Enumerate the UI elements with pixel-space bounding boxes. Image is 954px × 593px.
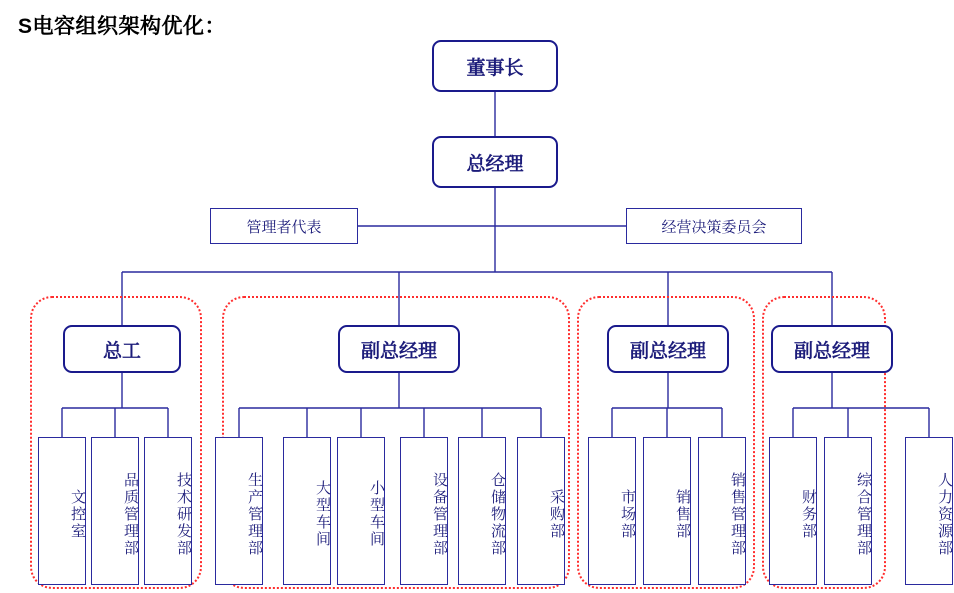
node-department[interactable]: 市场部 xyxy=(588,437,636,585)
node-general-manager[interactable]: 总经理 xyxy=(432,136,558,188)
page-title: S电容组织架构优化： xyxy=(18,15,227,38)
node-department[interactable]: 品质管理部 xyxy=(91,437,139,585)
node-department[interactable]: 小型车间 xyxy=(337,437,385,585)
node-decision-committee[interactable]: 经营决策委员会 xyxy=(626,208,802,244)
node-deputy-gm-2[interactable]: 副总经理 xyxy=(607,325,729,373)
node-department[interactable]: 采购部 xyxy=(517,437,565,585)
node-department[interactable]: 销售部 xyxy=(643,437,691,585)
node-department[interactable]: 生产管理部 xyxy=(215,437,263,585)
node-department[interactable]: 设备管理部 xyxy=(400,437,448,585)
node-deputy-gm-1[interactable]: 副总经理 xyxy=(338,325,460,373)
node-department[interactable]: 大型车间 xyxy=(283,437,331,585)
node-chairman[interactable]: 董事长 xyxy=(432,40,558,92)
node-department[interactable]: 文控室 xyxy=(38,437,86,585)
node-management-representative[interactable]: 管理者代表 xyxy=(210,208,358,244)
node-chief-engineer[interactable]: 总工 xyxy=(63,325,181,373)
node-department[interactable]: 财务部 xyxy=(769,437,817,585)
node-department[interactable]: 仓储物流部 xyxy=(458,437,506,585)
node-department[interactable]: 综合管理部 xyxy=(824,437,872,585)
node-deputy-gm-3[interactable]: 副总经理 xyxy=(771,325,893,373)
node-department[interactable]: 技术研发部 xyxy=(144,437,192,585)
node-department[interactable]: 销售管理部 xyxy=(698,437,746,585)
node-department[interactable]: 人力资源部 xyxy=(905,437,953,585)
